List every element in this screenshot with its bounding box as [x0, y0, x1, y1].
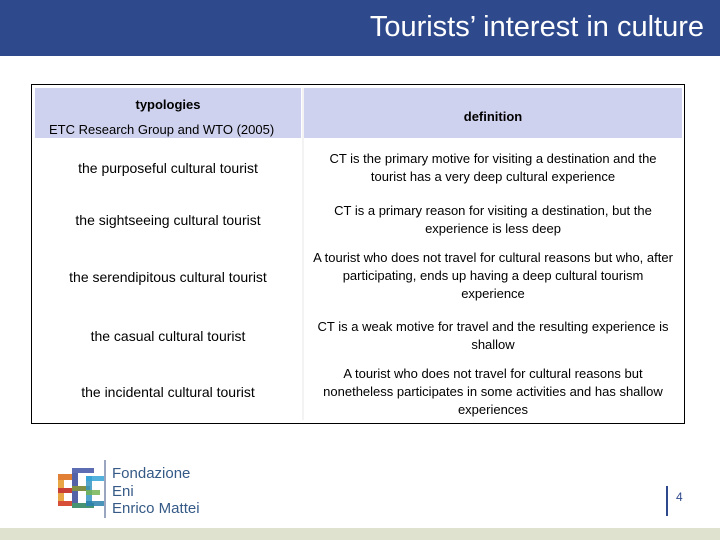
logo-divider: [104, 460, 106, 518]
row-2-typology: the sightseeing cultural tourist: [35, 193, 301, 247]
feem-logo: [52, 460, 212, 518]
row-4-typology: the casual cultural tourist: [35, 309, 301, 363]
header-source-label: ETC Research Group and WTO (2005): [49, 122, 275, 137]
footer-band: [0, 528, 720, 540]
logo-line-2: Eni: [112, 483, 134, 500]
header-definition-label: definition: [463, 109, 523, 124]
row-5-typology: the incidental cultural tourist: [35, 363, 301, 421]
logo-line-1: Fondazione: [112, 465, 191, 482]
header-typologies-cell: [35, 88, 301, 138]
row-2-definition: CT is a primary reason for visiting a destination, but the experience is less deep: [304, 193, 682, 247]
feem-logo-icon: [52, 460, 110, 518]
header-typologies-label: typologies: [135, 97, 201, 112]
typology-table: [31, 84, 685, 424]
logo-line-3: Enrico Mattei: [112, 500, 200, 517]
title-bar: [0, 0, 720, 56]
row-1-typology: the purposeful cultural tourist: [35, 141, 301, 195]
row-4-definition: CT is a weak motive for travel and the resulting experience is shallow: [304, 309, 682, 363]
row-3-definition: A tourist who does not travel for cultural reasons but who, after participating, ends up having a deep cultural tourism experience: [304, 243, 682, 309]
page-number: 4: [676, 490, 683, 504]
row-5-definition: A tourist who does not travel for cultural reasons but nonetheless participates in some activities and has shallow experiences: [304, 363, 682, 421]
row-1-definition: CT is the primary motive for visiting a destination and the tourist has a very deep cultural experience: [304, 141, 682, 195]
slide-title: Tourists’ interest in culture: [369, 11, 704, 43]
row-3-typology: the serendipitous cultural tourist: [35, 248, 301, 306]
page-number-separator: [666, 486, 668, 516]
header-definition-cell: [304, 88, 682, 138]
